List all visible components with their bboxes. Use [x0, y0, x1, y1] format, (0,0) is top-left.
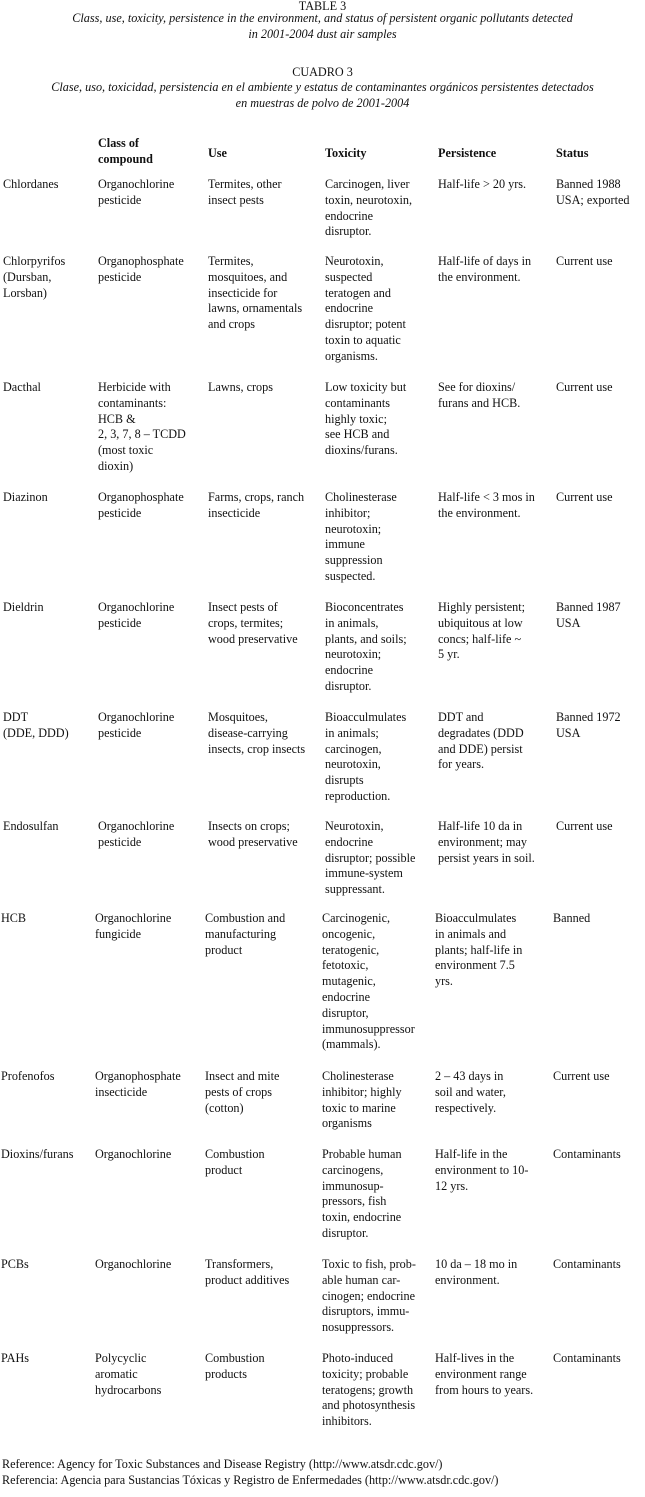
row-class: Herbicide with contaminants: HCB & 2, 3, 7, 8 – TCDD (most toxic dioxin)	[98, 380, 186, 473]
row-toxicity: Toxic to fish, prob- able human car- cinogen; endocrine disruptors, immu- nosuppressors.	[322, 1257, 416, 1335]
row-toxicity: Carcinogen, liver toxin, neurotoxin, endocrine disruptor.	[325, 177, 412, 239]
row-use: Combustion product	[205, 1147, 265, 1177]
row-status: Banned	[553, 911, 591, 925]
row-toxicity: Bioacculmulates in animals; carcinogen, neurotoxin, disrupts reproduction.	[325, 710, 407, 803]
table-label-en: TABLE 3	[298, 0, 347, 13]
row-use: Lawns, crops	[208, 380, 273, 394]
row-status: Current use	[556, 254, 613, 268]
row-use: Combustion products	[205, 1351, 265, 1381]
reference-es: Referencia: Agencia para Sustancias Tóxicas y Registro de Enfermedades (http://www.atsdr.cdc.gov/)	[2, 1473, 499, 1487]
row-toxicity: Low toxicity but contaminants highly toxic; see HCB and dioxins/furans.	[325, 380, 407, 458]
row-class: Organochlorine pesticide	[98, 710, 175, 740]
row-compound: Chlorpyrifos (Dursban, Lorsban)	[3, 254, 66, 300]
header-toxicity: Toxicity	[325, 146, 367, 160]
row-toxicity: Neurotoxin, endocrine disruptor; possible immune-system suppressant.	[325, 819, 416, 897]
row-toxicity: Cholinesterase inhibitor; highly toxic to marine organisms	[322, 1069, 402, 1131]
row-toxicity: Neurotoxin, suspected teratogen and endocrine disruptor; potent toxin to aquatic organisms.	[325, 254, 406, 363]
row-compound: PAHs	[1, 1351, 30, 1365]
row-status: Contaminants	[553, 1257, 621, 1271]
row-status: Contaminants	[553, 1351, 621, 1365]
row-persistence: 10 da – 18 mo in environment.	[435, 1257, 518, 1287]
row-compound: Dieldrin	[3, 600, 44, 614]
row-class: Organochlorine	[95, 1147, 172, 1161]
row-toxicity: Photo-induced toxicity; probable teratogens; growth and photosynthesis inhibitors.	[322, 1351, 416, 1429]
row-class: Organochlorine pesticide	[98, 600, 175, 630]
row-status: Current use	[556, 490, 613, 504]
reference-en: Reference: Agency for Toxic Substances and Disease Registry (http://www.atsdr.cdc.gov/)	[2, 1457, 443, 1471]
header-persistence: Persistence	[438, 146, 497, 160]
row-persistence: Bioacculmulates in animals and plants; half-life in environment 7.5 yrs.	[435, 911, 523, 989]
row-use: Insect pests of crops, termites; wood preservative	[208, 600, 298, 646]
row-class: Polycyclic aromatic hydrocarbons	[95, 1351, 162, 1397]
row-class: Organochlorine	[95, 1257, 172, 1271]
row-status: Banned 1972 USA	[556, 710, 621, 740]
header-status: Status	[556, 146, 589, 160]
row-toxicity: Cholinesterase inhibitor; neurotoxin; immune suppression suspected.	[325, 490, 397, 583]
row-persistence: Half-life < 3 mos in the environment.	[438, 490, 535, 520]
row-use: Combustion and manufacturing product	[205, 911, 286, 957]
row-persistence: 2 – 43 days in soil and water, respectively.	[435, 1069, 506, 1115]
row-class: Organochlorine pesticide	[98, 819, 175, 849]
row-toxicity: Carcinogenic, oncogenic, teratogenic, fetotoxic, mutagenic, endocrine disruptor, immunosuppressor (mammals).	[322, 911, 415, 1052]
table-label-es: CUADRO 3	[292, 65, 353, 79]
header-use: Use	[208, 146, 227, 160]
row-persistence: Half-life 10 da in environment; may persist years in soil.	[438, 819, 535, 865]
row-persistence: See for dioxins/ furans and HCB.	[438, 380, 521, 410]
row-compound: Dioxins/furans	[1, 1147, 74, 1161]
table-caption-es: Clase, uso, toxicidad, persistencia en el ambiente y estatus de contaminantes orgánicos persistentes detectados en muestras de polvo de 2001-2004	[51, 80, 594, 110]
row-use: Insects on crops; wood preservative	[208, 819, 298, 849]
row-class: Organophosphate pesticide	[98, 490, 184, 520]
row-class: Organochlorine pesticide	[98, 177, 175, 207]
row-persistence: DDT and degradates (DDD and DDE) persist for years.	[438, 710, 524, 772]
row-use: Transformers, product additives	[205, 1257, 290, 1287]
row-compound: Diazinon	[3, 490, 48, 504]
header-class-of-compound: Class of compound	[98, 136, 153, 166]
row-compound: HCB	[1, 911, 27, 925]
row-status: Current use	[553, 1069, 610, 1083]
row-status: Current use	[556, 819, 613, 833]
row-status: Current use	[556, 380, 613, 394]
row-compound: PCBs	[1, 1257, 29, 1271]
row-use: Termites, other insect pests	[208, 177, 282, 207]
row-persistence: Half-life of days in the environment.	[438, 254, 532, 284]
row-persistence: Highly persistent; ubiquitous at low concs; half-life ~ 5 yr.	[438, 600, 525, 662]
row-class: Organophosphate insecticide	[95, 1069, 181, 1099]
row-toxicity: Bioconcentrates in animals, plants, and soils; neurotoxin; endocrine disruptor.	[325, 600, 407, 693]
row-use: Insect and mite pests of crops (cotton)	[205, 1069, 280, 1115]
row-use: Farms, crops, ranch insecticide	[208, 490, 305, 520]
row-compound: Chlordanes	[3, 177, 59, 191]
row-status: Banned 1987 USA	[556, 600, 621, 630]
row-status: Banned 1988 USA; exported	[556, 177, 630, 207]
table-caption-en: Class, use, toxicity, persistence in the environment, and status of persistent organic pollutants detected in 2001-2004 dust air samples	[72, 11, 573, 41]
row-compound: Profenofos	[1, 1069, 55, 1083]
row-use: Termites, mosquitoes, and insecticide for lawns, ornamentals and crops	[208, 254, 303, 332]
row-status: Contaminants	[553, 1147, 621, 1161]
row-class: Organophosphate pesticide	[98, 254, 184, 284]
row-use: Mosquitoes, disease-carrying insects, crop insects	[208, 710, 306, 756]
row-compound: DDT (DDE, DDD)	[3, 710, 69, 740]
row-compound: Endosulfan	[3, 819, 59, 833]
row-compound: Dacthal	[3, 380, 41, 394]
row-persistence: Half-lives in the environment range from hours to years.	[435, 1351, 534, 1397]
row-class: Organochlorine fungicide	[95, 911, 172, 941]
row-toxicity: Probable human carcinogens, immunosup- pressors, fish toxin, endocrine disruptor.	[322, 1147, 402, 1240]
row-persistence: Half-life in the environment to 10- 12 yrs.	[435, 1147, 529, 1193]
row-persistence: Half-life > 20 yrs.	[438, 177, 527, 191]
